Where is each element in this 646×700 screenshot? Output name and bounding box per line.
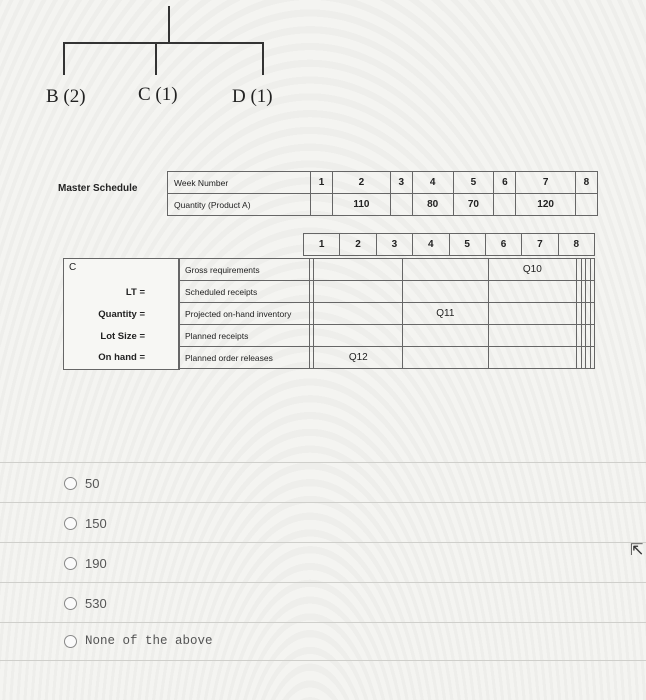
mrp-cell [403, 347, 488, 369]
ms-qty-6 [494, 194, 516, 216]
ms-week-8: 8 [575, 172, 597, 194]
on-hand-field [98, 352, 145, 363]
mrp-row-planned-receipts [179, 325, 595, 347]
quantity-field-label: Quantity = [98, 309, 145, 320]
mrp-cell [590, 303, 594, 325]
ms-qty-2: 110 [333, 194, 391, 216]
option-label: None of the above [85, 634, 213, 648]
quantity-label: Quantity (Product A) [168, 194, 311, 216]
mrp-cell [403, 281, 488, 303]
option-label: 190 [85, 556, 107, 571]
mrp-cell [314, 303, 403, 325]
mrp-cell [590, 259, 594, 281]
lead-time-label: LT = [125, 287, 145, 298]
mrp-cell [314, 259, 403, 281]
master-schedule-table [167, 171, 598, 216]
mrp-cell [590, 347, 594, 369]
mrp-cell [488, 325, 577, 347]
divider [0, 502, 646, 503]
tree-branch [63, 42, 264, 44]
mrp-week-1: 1 [304, 234, 340, 256]
mrp-row-planned-releases [179, 347, 595, 369]
ms-week-2: 2 [333, 172, 391, 194]
ms-qty-3 [390, 194, 412, 216]
ms-qty-5: 70 [453, 194, 494, 216]
ms-qty-4: 80 [412, 194, 453, 216]
option-label: 530 [85, 596, 107, 611]
mrp-item-label: C [69, 262, 77, 273]
lead-time-field [126, 287, 145, 298]
ms-week-7: 7 [516, 172, 575, 194]
mrp-cell [488, 303, 577, 325]
tree-stem-b [63, 42, 65, 75]
option-150[interactable] [64, 516, 107, 531]
lot-size-field [100, 331, 145, 342]
mrp-week-7: 7 [522, 234, 558, 256]
mrp-cell-q11: Q11 [403, 303, 488, 325]
mrp-row-scheduled [179, 281, 595, 303]
option-none-of-the-above[interactable] [64, 634, 213, 648]
tree-node-c: C (1) [138, 84, 178, 105]
mrp-cell [590, 281, 594, 303]
option-530[interactable] [64, 596, 107, 611]
row-label-gross: Gross requirements [179, 259, 310, 281]
radio-icon[interactable] [64, 557, 77, 570]
ms-qty-7: 120 [516, 194, 575, 216]
mrp-week-2: 2 [340, 234, 376, 256]
ms-week-5: 5 [453, 172, 494, 194]
mrp-cell-q10: Q10 [488, 259, 577, 281]
mrp-table [178, 258, 595, 369]
master-schedule-label: Master Schedule [58, 183, 138, 194]
divider [0, 622, 646, 623]
divider [0, 542, 646, 543]
on-hand-label: On hand = [98, 352, 145, 363]
mrp-cell [403, 325, 488, 347]
divider [0, 660, 646, 661]
mrp-cell [314, 281, 403, 303]
option-190[interactable] [64, 556, 107, 571]
tree-stem-c [155, 42, 157, 75]
radio-icon[interactable] [64, 477, 77, 490]
option-label: 50 [85, 476, 100, 491]
mrp-week-6: 6 [485, 234, 521, 256]
mrp-row-projected [179, 303, 595, 325]
option-50[interactable] [64, 476, 99, 491]
mrp-week-8: 8 [558, 234, 594, 256]
ms-week-6: 6 [494, 172, 516, 194]
row-label-planned-receipts: Planned receipts [179, 325, 310, 347]
quantity-field [98, 309, 145, 320]
mrp-week-4: 4 [413, 234, 449, 256]
week-number-label: Week Number [168, 172, 311, 194]
divider [0, 582, 646, 583]
tree-node-d: D (1) [232, 86, 273, 107]
ms-qty-1 [311, 194, 333, 216]
radio-icon[interactable] [64, 597, 77, 610]
ms-qty-8 [575, 194, 597, 216]
radio-icon[interactable] [64, 517, 77, 530]
row-label-planned-releases: Planned order releases [179, 347, 310, 369]
row-label-projected: Projected on-hand inventory [179, 303, 310, 325]
tree-trunk [168, 6, 170, 44]
tree-stem-d [262, 42, 264, 75]
mrp-cell-q12: Q12 [314, 347, 403, 369]
mrp-week-3: 3 [376, 234, 412, 256]
divider [0, 462, 646, 463]
mouse-cursor-icon: ⇱ [630, 542, 644, 559]
row-label-scheduled: Scheduled receipts [179, 281, 310, 303]
radio-icon[interactable] [64, 635, 77, 648]
ms-week-4: 4 [412, 172, 453, 194]
mrp-cell [488, 281, 577, 303]
mrp-cell [314, 325, 403, 347]
mrp-cell [590, 325, 594, 347]
mrp-week-header [303, 233, 595, 256]
mrp-week-5: 5 [449, 234, 485, 256]
mrp-item-box [63, 258, 180, 370]
option-label: 150 [85, 516, 107, 531]
mrp-cell [403, 259, 488, 281]
ms-week-1: 1 [311, 172, 333, 194]
ms-week-3: 3 [390, 172, 412, 194]
mrp-cell [488, 347, 577, 369]
mrp-row-gross [179, 259, 595, 281]
tree-node-b: B (2) [46, 86, 86, 107]
lot-size-label: Lot Size = [100, 331, 145, 342]
